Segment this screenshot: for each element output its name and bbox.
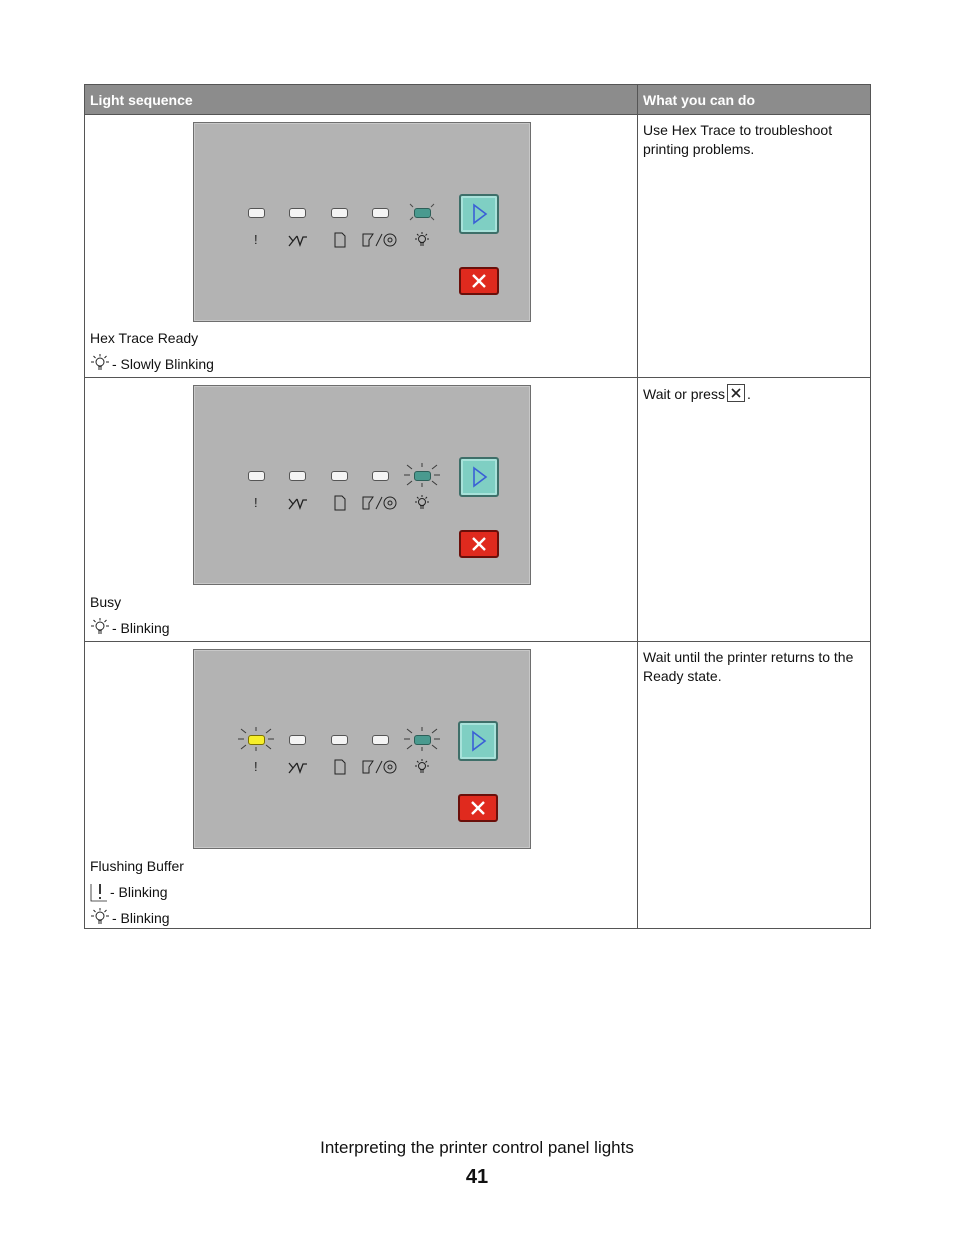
play-icon	[460, 723, 496, 759]
action-cell	[638, 378, 871, 642]
light-sequence-cell	[85, 642, 638, 929]
action-text: Wait until the printer returns to the Ready state.	[643, 649, 854, 684]
sequence-name: Busy	[90, 594, 122, 610]
control-panel-image	[193, 385, 531, 585]
load-paper-icon	[333, 495, 347, 511]
indicator-state: - Slowly Blinking	[112, 356, 214, 372]
paper-jam-led	[289, 208, 306, 218]
toner-led	[372, 471, 389, 481]
load-paper-icon	[333, 232, 347, 248]
ready-led	[414, 208, 431, 218]
header-light-sequence: Light sequence	[85, 85, 638, 115]
error-icon: !	[254, 495, 258, 510]
load-paper-led	[331, 471, 348, 481]
ready-led	[414, 471, 431, 481]
load-paper-icon	[333, 759, 347, 775]
paper-jam-icon	[286, 760, 308, 776]
ready-led	[414, 735, 431, 745]
light-sequence-label	[90, 589, 170, 641]
sequence-name: Hex Trace Ready	[90, 330, 199, 346]
ready-light-icon	[90, 354, 110, 374]
go-button[interactable]	[459, 194, 499, 234]
page-number: 41	[465, 1166, 489, 1188]
sequence-name: Flushing Buffer	[90, 858, 184, 874]
error-led	[248, 471, 265, 481]
table-row	[85, 642, 871, 929]
light-sequence-label	[90, 853, 184, 931]
table-row	[85, 115, 871, 378]
play-icon	[461, 459, 497, 495]
error-icon: !	[254, 232, 258, 247]
load-paper-led	[331, 208, 348, 218]
ready-light-icon	[90, 908, 110, 928]
light-sequence-cell	[85, 115, 638, 378]
indicator-line	[90, 879, 184, 905]
indicator-state: - Blinking	[112, 620, 170, 636]
header-what-you-can-do: What you can do	[638, 85, 871, 115]
toner-led	[372, 735, 389, 745]
indicator-line	[90, 905, 184, 931]
stop-button[interactable]	[459, 267, 499, 295]
play-icon	[461, 196, 497, 232]
indicator-state: - Blinking	[110, 884, 168, 900]
paper-jam-icon	[286, 233, 308, 249]
go-button[interactable]	[458, 721, 498, 761]
toner-drum-icon	[361, 495, 401, 511]
footer-title: Interpreting the printer control panel lights	[320, 1138, 634, 1157]
toner-drum-icon	[361, 759, 401, 775]
indicator-line	[90, 615, 170, 641]
close-icon	[460, 796, 496, 820]
table-header-row	[85, 85, 871, 115]
control-panel-image	[193, 649, 531, 849]
close-icon	[461, 269, 497, 293]
light-sequence-cell	[85, 378, 638, 642]
stop-button[interactable]	[458, 794, 498, 822]
go-button[interactable]	[459, 457, 499, 497]
error-led	[248, 735, 265, 745]
table-row	[85, 378, 871, 642]
control-panel-image	[193, 122, 531, 322]
error-icon: !	[254, 759, 258, 774]
stop-button-icon	[727, 384, 745, 402]
light-sequence-label	[90, 325, 214, 377]
paper-jam-led	[289, 471, 306, 481]
toner-drum-icon	[361, 232, 401, 248]
ready-icon	[414, 495, 430, 511]
action-cell	[638, 642, 871, 929]
action-cell	[638, 115, 871, 378]
action-text-end: .	[746, 386, 751, 402]
close-icon	[461, 532, 497, 556]
action-text: Use Hex Trace to troubleshoot printing problems.	[643, 122, 833, 157]
paper-jam-led	[289, 735, 306, 745]
ready-icon	[414, 759, 430, 775]
indicator-line	[90, 351, 214, 377]
error-light-icon	[90, 882, 110, 902]
stop-button[interactable]	[459, 530, 499, 558]
toner-led	[372, 208, 389, 218]
indicator-state: - Blinking	[112, 910, 170, 926]
action-text: Wait or press	[643, 386, 725, 402]
ready-icon	[414, 232, 430, 248]
ready-light-icon	[90, 618, 110, 638]
paper-jam-icon	[286, 496, 308, 512]
error-led	[248, 208, 265, 218]
load-paper-led	[331, 735, 348, 745]
light-sequence-table	[84, 84, 871, 929]
